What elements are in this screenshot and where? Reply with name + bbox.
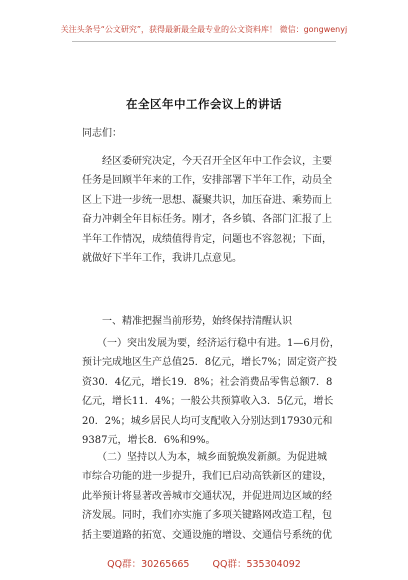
qq-footer <box>0 556 408 570</box>
paragraph-line: （二）坚持以人为本，城乡面貌焕发新颜。为促进城 <box>82 452 327 463</box>
paragraph-urban <box>82 448 344 545</box>
paragraph-line: 任务是回顾半年来的工作，安排部署下半年工作，动员全 <box>82 175 332 187</box>
section-heading-line: 一、精准把握当前形势，始终保持清醒认识 <box>82 316 292 327</box>
paragraph-line: 此举预计将显著改善城市交通状况，并促进周边区域的经 <box>82 490 332 502</box>
paragraph-intro <box>82 152 344 268</box>
paragraph-line: 括主要道路的拓宽、交通设施的增设、交通信号系统的优 <box>82 529 332 541</box>
paragraph-line: 经区委研究决定，今天召开全区年中工作会议，主要 <box>82 156 332 167</box>
paragraph-economy <box>82 334 344 450</box>
paragraph-line: 济发展。同时，我们亦实施了多项关键路网改造工程，包 <box>82 510 332 522</box>
paragraph-line: 预计完成地区生产总值25．8亿元，增长7%；固定资产投 <box>82 357 337 369</box>
qq-group-2: QQ群：535304092 <box>212 559 301 570</box>
paragraph-line: 半年工作情况，成绩值得肯定，问题也不容忽视；下面， <box>82 233 332 245</box>
paragraph-line: 20．2%；城乡居民人均可支配收入分别达到17930元和 <box>82 415 333 427</box>
paragraph-line: 市综合功能的进一步提升，我们已启动高铁新区的建设， <box>82 471 332 483</box>
salutation: 同志们： <box>82 128 122 139</box>
document-title: 在全区年中工作会议上的讲话 <box>126 97 282 111</box>
header-divider <box>72 41 336 42</box>
paragraph-line: （一）突出发展为要，经济运行稳中有进。1—6月份， <box>82 338 340 349</box>
paragraph-line: 亿元，增长11．4%；一般公共预算收入3．5亿元，增长 <box>82 396 334 408</box>
paragraph-line: 区上下进一步统一思想、凝聚共识，加压奋进、乘势而上 <box>82 194 332 206</box>
paragraph-line: 就做好下半年工作，我讲几点意见。 <box>82 252 242 264</box>
paragraph-line: 奋力冲刺全年目标任务。刚才，各乡镇、各部门汇报了上 <box>82 214 332 226</box>
qq-group-1: QQ群：30265665 <box>107 559 190 570</box>
header-note: 关注头条号“公文研究”，获得最新最全最专业的公文资料库！ 微信：gongwenyj <box>60 25 348 34</box>
section-heading <box>82 312 344 331</box>
paragraph-line: 9387元，增长8．6%和9%。 <box>82 434 216 446</box>
paragraph-line: 资30．4亿元，增长19．8%；社会消费品零售总额7．8 <box>82 376 333 388</box>
